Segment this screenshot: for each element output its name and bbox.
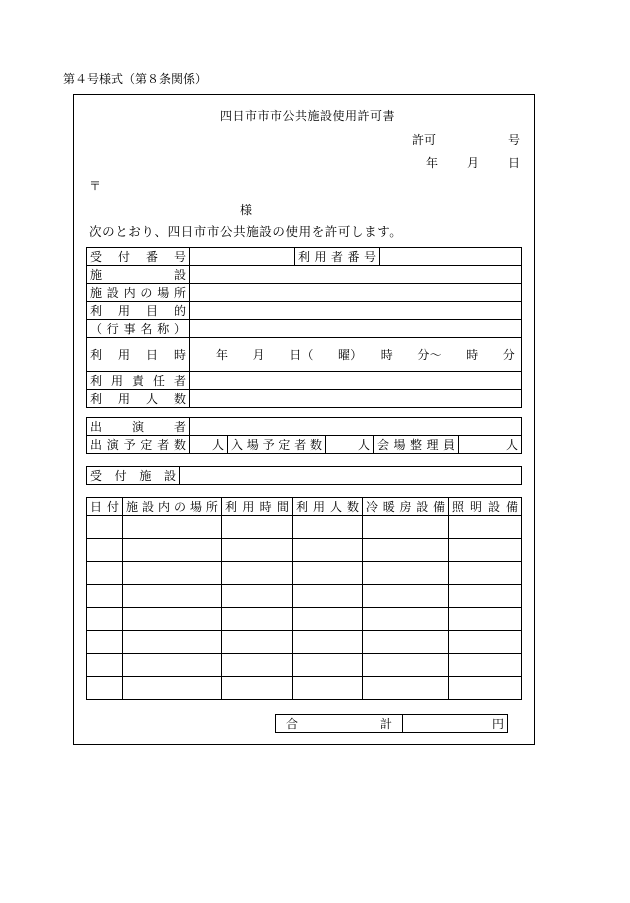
detail-cell[interactable] <box>293 654 363 677</box>
planned-entry-label <box>228 436 326 454</box>
label-char: 施 <box>126 500 139 514</box>
date-year-label: 年 <box>426 156 439 170</box>
detail-cell[interactable] <box>123 654 222 677</box>
total-label-b: 計 <box>379 717 392 731</box>
detail-cell[interactable] <box>449 631 522 654</box>
yen-unit: 円 <box>491 717 504 731</box>
detail-cell[interactable] <box>449 539 522 562</box>
label-char: 時 <box>173 348 186 362</box>
person-unit: 人 <box>357 438 370 452</box>
label-char: 者 <box>294 438 307 452</box>
label-char: の <box>140 286 153 300</box>
detail-cell[interactable] <box>363 654 449 677</box>
place-label <box>87 284 190 302</box>
detail-cell[interactable] <box>222 585 293 608</box>
user-number-field[interactable] <box>380 248 522 266</box>
label-char: 所 <box>205 500 218 514</box>
detail-row <box>87 631 522 654</box>
detail-cell[interactable] <box>363 631 449 654</box>
label-char: 施 <box>90 268 103 282</box>
label-char: 用 <box>117 348 130 362</box>
form-title: 四日市市市公共施設使用許可書 <box>220 109 396 123</box>
detail-cell[interactable] <box>293 539 363 562</box>
detail-row <box>87 654 522 677</box>
person-unit: 人 <box>211 438 224 452</box>
planned-performers-label <box>87 436 190 454</box>
label-char: 号 <box>363 250 376 264</box>
label-char: 用 <box>242 500 255 514</box>
detail-header-row <box>87 498 522 516</box>
detail-cell[interactable] <box>123 539 222 562</box>
label-char: 名 <box>140 322 153 336</box>
label-char: 理 <box>426 438 439 452</box>
label-char: 設 <box>487 500 500 514</box>
label-char: 出 <box>90 420 103 434</box>
purpose-field[interactable] <box>190 302 522 320</box>
datetime-label <box>87 338 190 372</box>
detail-header-cell <box>87 498 123 516</box>
detail-cell[interactable] <box>222 562 293 585</box>
label-char: 的 <box>173 304 186 318</box>
label-char: 利 <box>225 500 238 514</box>
detail-cell[interactable] <box>123 585 222 608</box>
responsible-field[interactable] <box>190 372 522 390</box>
label-char: 明 <box>469 500 482 514</box>
detail-cell[interactable] <box>123 562 222 585</box>
event-name-field[interactable] <box>190 320 522 338</box>
total-label-a: 合 <box>286 717 299 731</box>
detail-cell[interactable] <box>293 631 363 654</box>
detail-cell[interactable] <box>123 608 222 631</box>
label-char: 施 <box>139 469 152 483</box>
label-char: 照 <box>452 500 465 514</box>
label-char: 定 <box>278 438 291 452</box>
label-char: 場 <box>246 438 259 452</box>
label-char: 員 <box>442 438 455 452</box>
detail-cell[interactable] <box>449 585 522 608</box>
label-char: 数 <box>346 500 359 514</box>
person-unit: 人 <box>506 438 519 452</box>
detail-cell[interactable] <box>222 654 293 677</box>
label-char: 付 <box>114 469 127 483</box>
detail-cell[interactable] <box>449 677 522 700</box>
label-char: 数 <box>173 392 186 406</box>
label-char: 備 <box>505 500 518 514</box>
usage-detail-table <box>86 497 522 700</box>
detail-cell[interactable] <box>87 631 123 654</box>
label-char: 付 <box>117 250 130 264</box>
detail-cell[interactable] <box>87 585 123 608</box>
label-char: 利 <box>90 392 103 406</box>
detail-cell[interactable] <box>222 677 293 700</box>
detail-cell[interactable] <box>449 562 522 585</box>
total-amount-field[interactable] <box>403 715 508 733</box>
label-char: 数 <box>309 438 322 452</box>
label-char: 称 <box>157 322 170 336</box>
detail-cell[interactable] <box>123 677 222 700</box>
label-char: 者 <box>173 420 186 434</box>
date-day-label: 日 <box>508 156 521 170</box>
detail-cell[interactable] <box>449 516 522 539</box>
label-char: 内 <box>157 500 170 514</box>
detail-header-cell <box>449 498 522 516</box>
detail-row <box>87 539 522 562</box>
label-char: 責 <box>131 374 144 388</box>
user-number-label <box>295 248 380 266</box>
label-char: 者 <box>330 250 343 264</box>
label-char: 演 <box>131 420 144 434</box>
label-char: 番 <box>145 250 158 264</box>
detail-cell[interactable] <box>293 562 363 585</box>
total-table <box>275 714 508 733</box>
datetime-field[interactable] <box>190 338 522 372</box>
label-char: 冷 <box>366 500 379 514</box>
label-char: 時 <box>259 500 272 514</box>
detail-row <box>87 516 522 539</box>
detail-header-cell <box>123 498 222 516</box>
datetime-template: 年 月 日（ 曜） 時 分～ 時 分 <box>216 348 516 362</box>
label-char: 房 <box>399 500 412 514</box>
detail-cell[interactable] <box>87 539 123 562</box>
label-char: 予 <box>123 438 136 452</box>
label-char: 定 <box>140 438 153 452</box>
detail-row <box>87 677 522 700</box>
user-count-field[interactable] <box>190 390 522 408</box>
label-char: 人 <box>329 500 342 514</box>
detail-cell[interactable] <box>222 631 293 654</box>
label-char: 号 <box>173 250 186 264</box>
detail-cell[interactable] <box>363 516 449 539</box>
label-char: 内 <box>123 286 136 300</box>
detail-cell[interactable] <box>222 608 293 631</box>
facility-field[interactable] <box>190 266 522 284</box>
detail-header-cell <box>293 498 363 516</box>
label-char: 用 <box>117 304 130 318</box>
permit-number-prefix: 許可 <box>412 133 437 147</box>
label-char: 任 <box>152 374 165 388</box>
label-char: 用 <box>117 392 130 406</box>
detail-cell[interactable] <box>222 539 293 562</box>
label-char: 利 <box>90 304 103 318</box>
label-char: 目 <box>145 304 158 318</box>
label-char: 付 <box>106 500 119 514</box>
label-char: 入 <box>231 438 244 452</box>
place-field[interactable] <box>190 284 522 302</box>
label-char: 出 <box>90 438 103 452</box>
label-char: 所 <box>173 286 186 300</box>
detail-cell[interactable] <box>123 631 222 654</box>
label-char: 行 <box>106 322 119 336</box>
label-char: 受 <box>90 250 103 264</box>
detail-cell[interactable] <box>293 585 363 608</box>
label-char: 利 <box>90 374 103 388</box>
responsible-label <box>87 372 190 390</box>
performer-field[interactable] <box>190 418 522 436</box>
label-char: 設 <box>416 500 429 514</box>
intro-text: 次のとおり、四日市市公共施設の使用を許可します。 <box>89 224 403 239</box>
planned-performers-field[interactable] <box>190 436 228 454</box>
detail-cell[interactable] <box>293 608 363 631</box>
receiving-facility-field[interactable] <box>180 467 522 485</box>
label-char: 利 <box>296 500 309 514</box>
label-char: 間 <box>276 500 289 514</box>
label-char: 日 <box>145 348 158 362</box>
label-char: の <box>173 500 186 514</box>
detail-cell[interactable] <box>87 654 123 677</box>
performer-table <box>86 417 522 454</box>
label-char: 場 <box>189 500 202 514</box>
detail-cell[interactable] <box>87 608 123 631</box>
venue-staff-field[interactable] <box>459 436 522 454</box>
performer-label <box>87 418 190 436</box>
detail-cell[interactable] <box>363 539 449 562</box>
label-char: 者 <box>173 374 186 388</box>
label-char: 受 <box>90 469 103 483</box>
facility-label <box>87 266 190 284</box>
detail-row <box>87 585 522 608</box>
label-char: 設 <box>106 286 119 300</box>
label-char: ） <box>173 322 186 336</box>
label-char: 整 <box>409 438 422 452</box>
reception-number-label <box>87 248 190 266</box>
event-name-label <box>87 320 190 338</box>
label-char: 設 <box>141 500 154 514</box>
label-char: 施 <box>90 286 103 300</box>
receiving-facility-label <box>87 467 180 485</box>
label-char: 利 <box>298 250 311 264</box>
planned-entry-field[interactable] <box>326 436 374 454</box>
label-char: 場 <box>393 438 406 452</box>
detail-cell[interactable] <box>87 562 123 585</box>
label-char: 番 <box>347 250 360 264</box>
receiving-facility-table <box>86 466 522 485</box>
detail-cell[interactable] <box>293 516 363 539</box>
detail-cell[interactable] <box>293 677 363 700</box>
detail-row <box>87 562 522 585</box>
detail-cell[interactable] <box>363 562 449 585</box>
postal-mark: 〒 <box>89 179 102 193</box>
label-char: 用 <box>110 374 123 388</box>
detail-cell[interactable] <box>449 608 522 631</box>
label-char: 設 <box>173 268 186 282</box>
detail-cell[interactable] <box>363 677 449 700</box>
detail-cell[interactable] <box>123 516 222 539</box>
permit-number-suffix: 号 <box>508 133 521 147</box>
detail-row <box>87 608 522 631</box>
detail-cell[interactable] <box>222 516 293 539</box>
detail-cell[interactable] <box>87 516 123 539</box>
form-number-label: 第４号様式（第８条関係） <box>63 72 208 86</box>
label-char: 演 <box>106 438 119 452</box>
label-char: 会 <box>377 438 390 452</box>
label-char: 人 <box>145 392 158 406</box>
label-char: 予 <box>262 438 275 452</box>
label-char: 設 <box>163 469 176 483</box>
venue-staff-label <box>374 436 459 454</box>
label-char: 暖 <box>382 500 395 514</box>
label-char: 事 <box>123 322 136 336</box>
detail-cell[interactable] <box>449 654 522 677</box>
label-char: （ <box>90 322 103 336</box>
date-month-label: 月 <box>467 156 480 170</box>
label-char: 用 <box>312 500 325 514</box>
label-char: 備 <box>432 500 445 514</box>
user-count-label <box>87 390 190 408</box>
detail-cell[interactable] <box>87 677 123 700</box>
detail-header-cell <box>222 498 293 516</box>
label-char: 用 <box>314 250 327 264</box>
label-char: 利 <box>90 348 103 362</box>
main-info-table <box>86 247 522 408</box>
label-char: 数 <box>173 438 186 452</box>
reception-number-field[interactable] <box>190 248 295 266</box>
detail-cell[interactable] <box>363 585 449 608</box>
label-char: 場 <box>157 286 170 300</box>
purpose-label <box>87 302 190 320</box>
total-label <box>276 715 403 733</box>
detail-header-cell <box>363 498 449 516</box>
label-char: 日 <box>90 500 103 514</box>
label-char: 者 <box>157 438 170 452</box>
detail-cell[interactable] <box>363 608 449 631</box>
honorific-sama: 様 <box>240 203 253 217</box>
